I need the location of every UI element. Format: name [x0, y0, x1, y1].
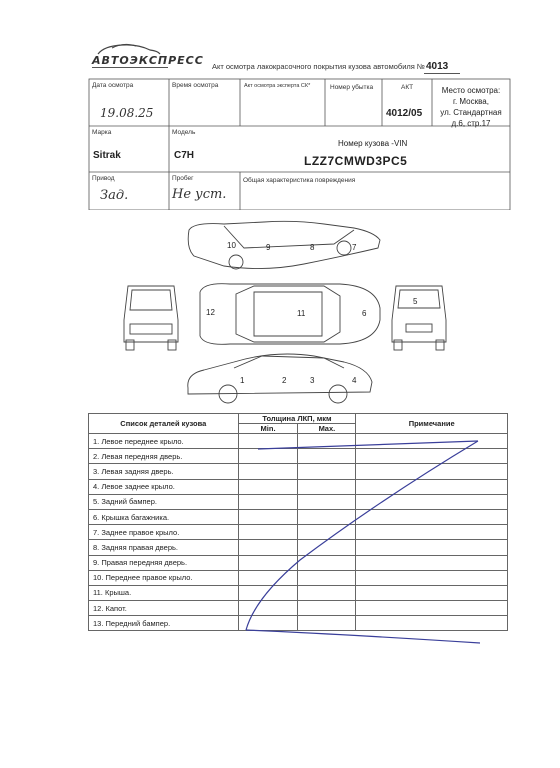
date-value: 19.08.25 [100, 106, 154, 120]
model-label: Модель [172, 129, 196, 136]
part-name-cell: 7. Заднее правое крыло. [89, 525, 239, 540]
part-name-cell: 3. Левая задняя дверь. [89, 464, 239, 479]
part-name-cell: 10. Переднее правое крыло. [89, 570, 239, 585]
diagram-num-7: 7 [352, 243, 357, 252]
mileage-value: Не уст. [172, 187, 227, 202]
date-label: Дата осмотра [92, 82, 134, 89]
act-value: 4012/05 [386, 108, 423, 119]
diagram-num-10: 10 [227, 241, 236, 250]
brand-value: Sitrak [93, 150, 121, 161]
diagram-num-5: 5 [413, 297, 418, 306]
diagram-num-11: 11 [297, 309, 306, 318]
document-title: Акт осмотра лакокрасочного покрытия кузова автомобиля № [212, 62, 425, 71]
col-min-header: Min. [238, 424, 298, 434]
act-label: АКТ [401, 84, 414, 91]
place-line2: ул. Стандартная [440, 108, 502, 117]
col-note-header: Примечание [356, 414, 508, 434]
place-label: Место осмотра: [441, 86, 501, 95]
diagram-num-9: 9 [266, 243, 271, 252]
part-name-cell: 11. Крыша. [89, 585, 239, 600]
part-name-cell: 5. Задний бампер. [89, 494, 239, 509]
diagram-num-12: 12 [206, 308, 215, 317]
col-parts-header: Список деталей кузова [89, 414, 239, 434]
logo-text: АВТОЭКСПРЕСС [92, 54, 204, 67]
brand-label: Марка [92, 129, 112, 136]
diagram-num-3: 3 [310, 376, 315, 385]
model-value: C7H [174, 150, 195, 161]
drive-value: Зад. [100, 188, 129, 203]
part-name-cell: 4. Левое заднее крыло. [89, 479, 239, 494]
document-number: 4013 [426, 61, 449, 72]
diagram-num-1: 1 [240, 376, 245, 385]
part-name-cell: 1. Левое переднее крыло. [89, 434, 239, 449]
diagram-num-2: 2 [282, 376, 287, 385]
diagram-num-4: 4 [352, 376, 357, 385]
damage-label: Общая характеристика повреждения [243, 177, 356, 184]
part-name-cell: 2. Левая передняя дверь. [89, 449, 239, 464]
time-label: Время осмотра [172, 82, 219, 89]
place-line3: д.6, стр.17 [451, 119, 491, 128]
kit-label: Номер убытка [330, 84, 374, 91]
part-name-cell: 13. Передний бампер. [89, 616, 239, 631]
drive-label: Привод [92, 175, 115, 182]
vin-value: LZZ7CMWD3PC5 [304, 154, 408, 168]
part-name-cell: 8. Задняя правая дверь. [89, 540, 239, 555]
col-thickness-header: Толщина ЛКП, мкм [238, 414, 356, 424]
vin-label: Номер кузова -VIN [338, 139, 408, 148]
diagram-num-8: 8 [310, 243, 315, 252]
expert-act-label: Акт осмотра эксперта СК* [244, 83, 311, 89]
col-max-header: Max. [298, 424, 356, 434]
place-line1: г. Москва, [453, 97, 489, 106]
mileage-label: Пробег [172, 175, 194, 182]
part-name-cell: 12. Капот. [89, 601, 239, 616]
part-name-cell: 9. Правая передняя дверь. [89, 555, 239, 570]
part-name-cell: 6. Крышка багажника. [89, 509, 239, 524]
diagram-num-6: 6 [362, 309, 367, 318]
